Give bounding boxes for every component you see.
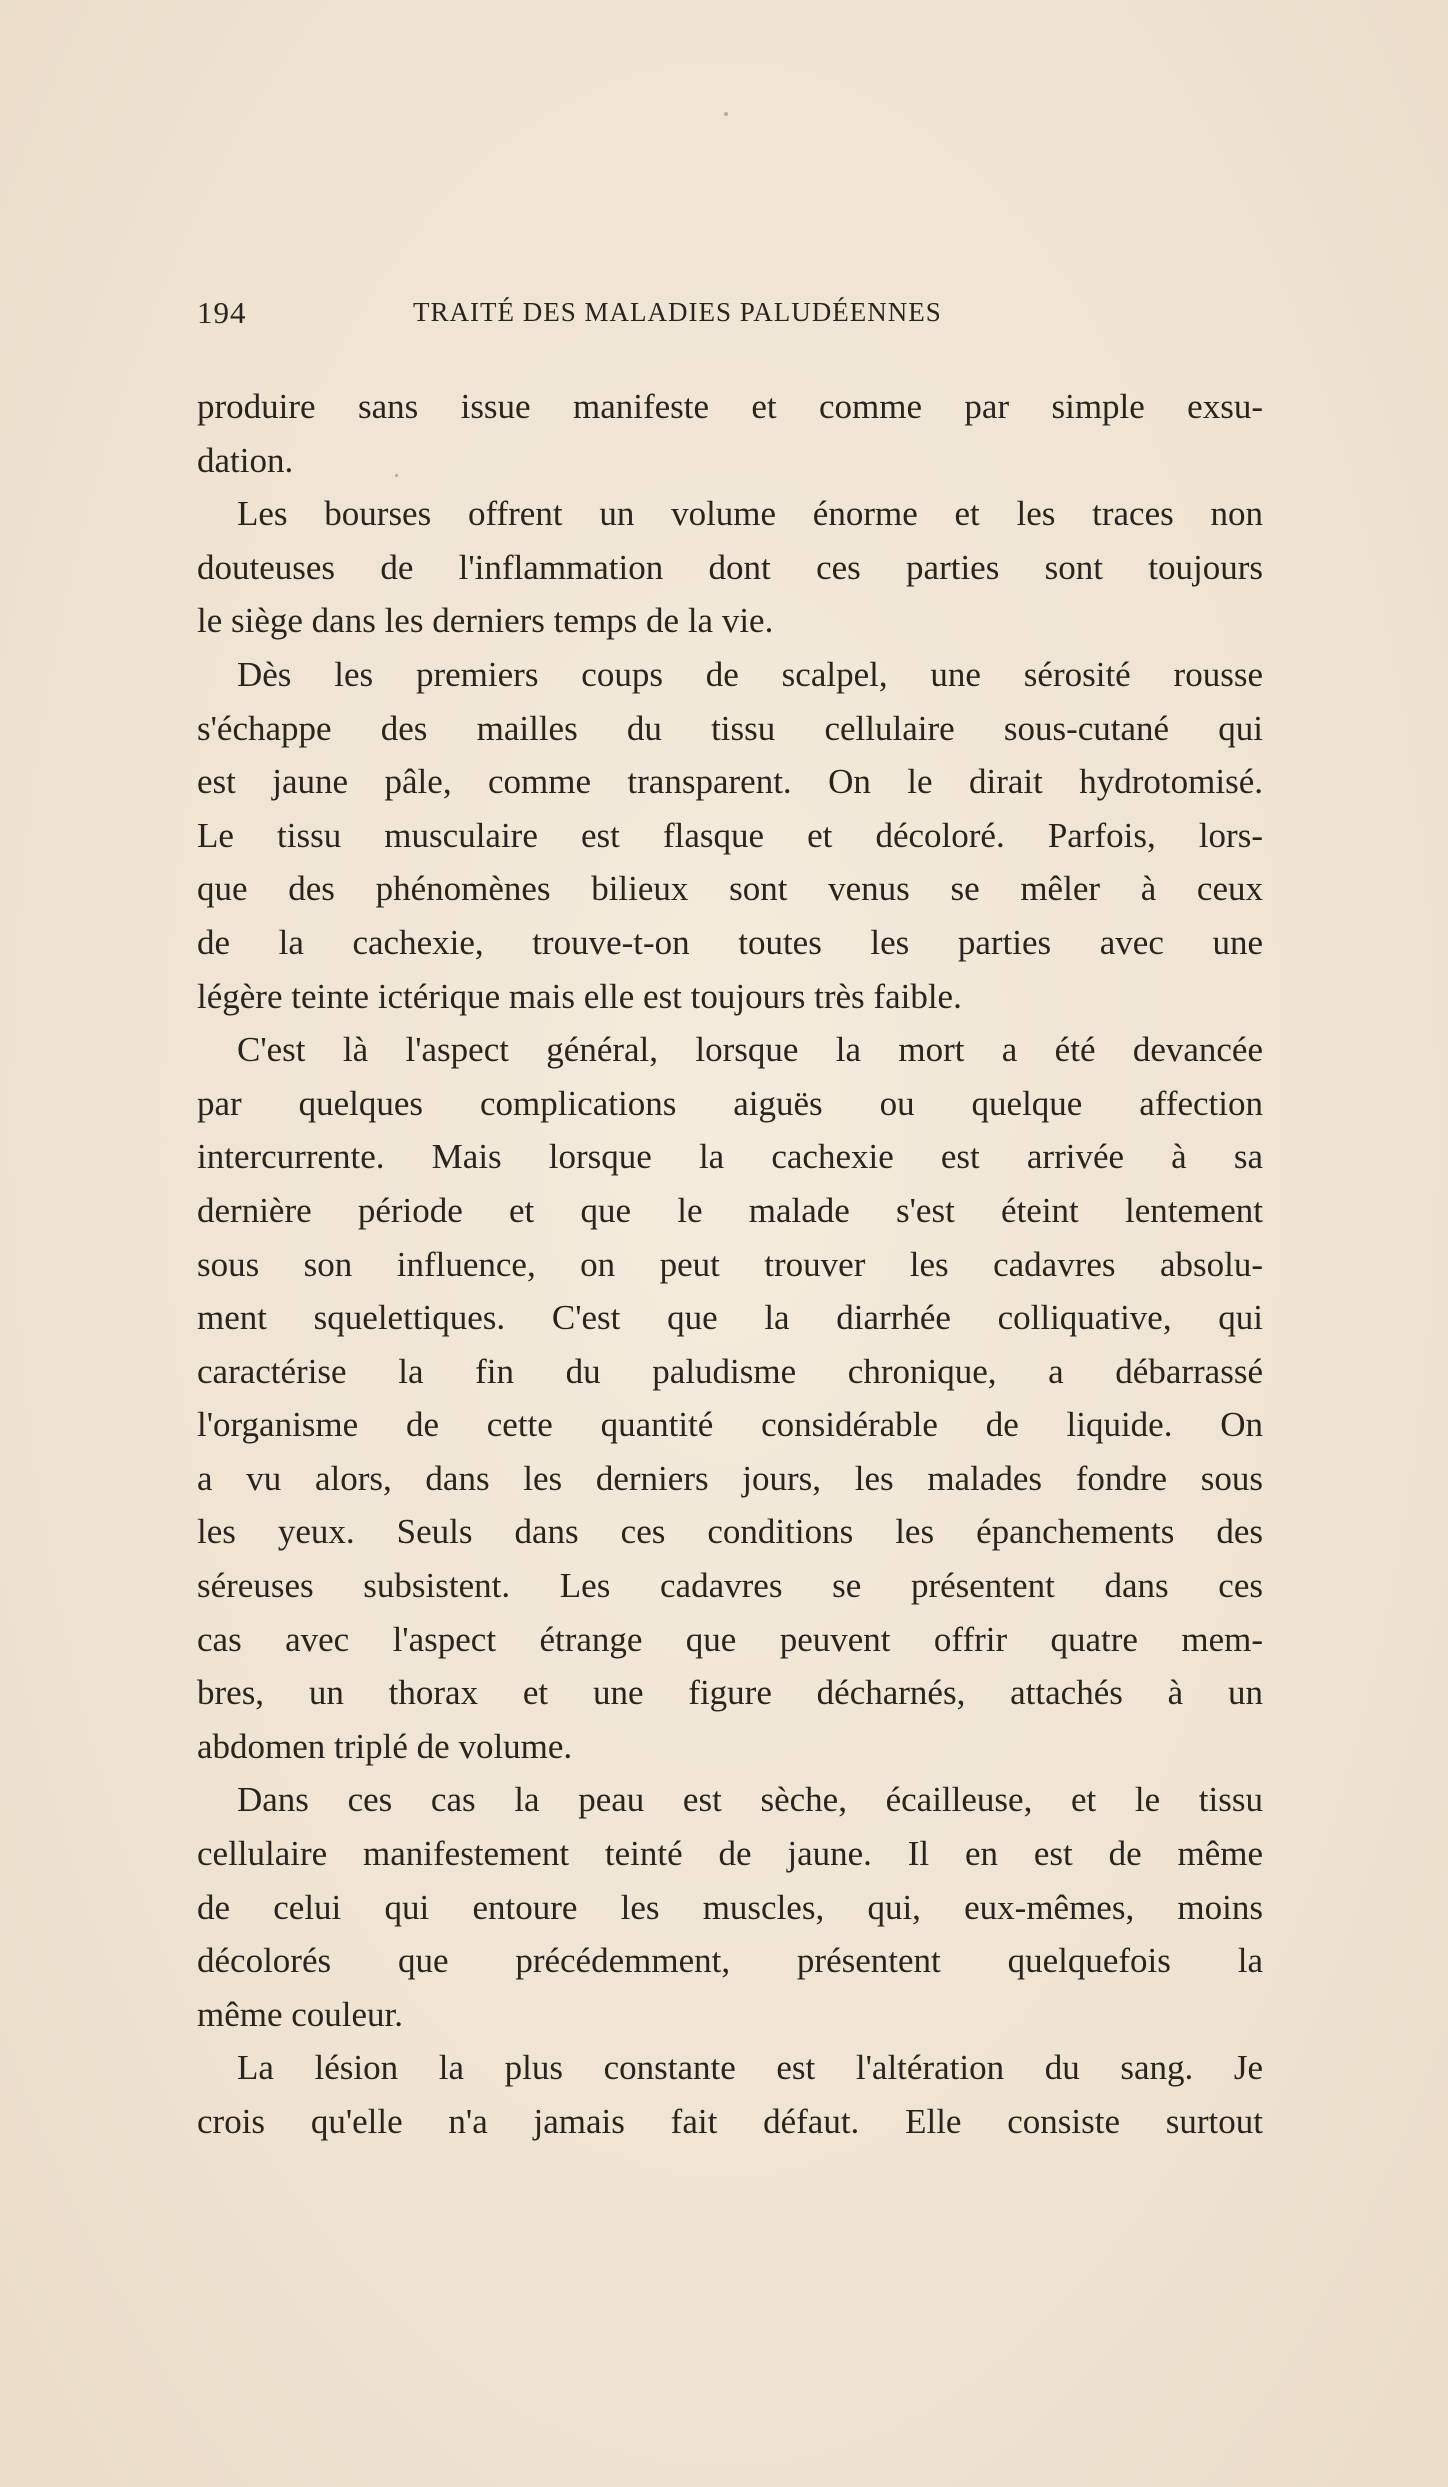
text-line: produire sans issue manifeste et comme par simple exsu-	[197, 387, 1263, 426]
text-line: abdomen triplé de volume.	[197, 1726, 573, 1766]
text-line: par quelques complications aiguës ou quelque affection	[197, 1083, 1263, 1123]
text-line: séreuses subsistent. Les cadavres se présentent dans ces	[197, 1566, 1263, 1606]
text-line: dernière période et que le malade s'est éteint lentement	[197, 1190, 1263, 1230]
text-line: caractérise la fin du paludisme chronique, a débarrassé	[197, 1351, 1263, 1391]
text-line: est jaune pâle, comme transparent. On le dirait hydrotomisé.	[197, 762, 1263, 802]
text-line: l'organisme de cette quantité considérable de liquide. On	[197, 1405, 1263, 1445]
text-line: s'échappe des mailles du tissu cellulaire sous-cutané qui	[197, 708, 1263, 748]
page-number: 194	[197, 295, 247, 330]
running-title: TRAITÉ DES MALADIES PALUDÉENNES	[413, 297, 942, 327]
text-line: cas avec l'aspect étrange que peuvent offrir quatre mem-	[197, 1619, 1263, 1659]
text-line: décolorés que précédemment, présentent quelquefois la	[197, 1941, 1263, 1981]
text-line: sous son influence, on peut trouver les cadavres absolu-	[197, 1244, 1263, 1284]
body-text	[197, 380, 1263, 2149]
text-line: a vu alors, dans les derniers jours, les malades fondre sous	[197, 1458, 1263, 1498]
text-line: La lésion la plus constante est l'altération du sang. Je	[237, 2048, 1263, 2088]
text-line: cellulaire manifestement teinté de jaune. Il en est de même	[197, 1834, 1263, 1874]
text-line: intercurrente. Mais lorsque la cachexie est arrivée à sa	[197, 1137, 1263, 1177]
text-line: même couleur.	[197, 1994, 404, 2034]
text-line: les yeux. Seuls dans ces conditions les épanchements des	[197, 1512, 1263, 1552]
text-line: Le tissu musculaire est flasque et décoloré. Parfois, lors-	[197, 815, 1263, 855]
text-line: dation.	[197, 440, 294, 480]
text-line: le siège dans les derniers temps de la vie.	[197, 601, 774, 641]
text-line: ment squelettiques. C'est que la diarrhée colliquative, qui	[197, 1298, 1263, 1338]
text-line: bres, un thorax et une figure décharnés, attachés à un	[197, 1673, 1263, 1713]
text-line: crois qu'elle n'a jamais fait défaut. Elle consiste surtout	[197, 2102, 1263, 2141]
text-line: de celui qui entoure les muscles, qui, eux-mêmes, moins	[197, 1887, 1263, 1927]
text-line: Les bourses offrent un volume énorme et les traces non	[237, 494, 1263, 534]
text-line: douteuses de l'inflammation dont ces parties sont toujours	[197, 547, 1263, 587]
text-line: que des phénomènes bilieux sont venus se mêler à ceux	[197, 869, 1263, 909]
text-line: Dès les premiers coups de scalpel, une sérosité rousse	[237, 654, 1263, 694]
page-header	[197, 295, 1263, 335]
text-line: de la cachexie, trouve-t-on toutes les parties avec une	[197, 922, 1263, 962]
text-line: C'est là l'aspect général, lorsque la mort a été devancée	[237, 1030, 1263, 1070]
paper-speck	[724, 112, 728, 116]
text-line: légère teinte ictérique mais elle est toujours très faible.	[197, 976, 962, 1016]
text-line: Dans ces cas la peau est sèche, écailleuse, et le tissu	[237, 1780, 1263, 1820]
